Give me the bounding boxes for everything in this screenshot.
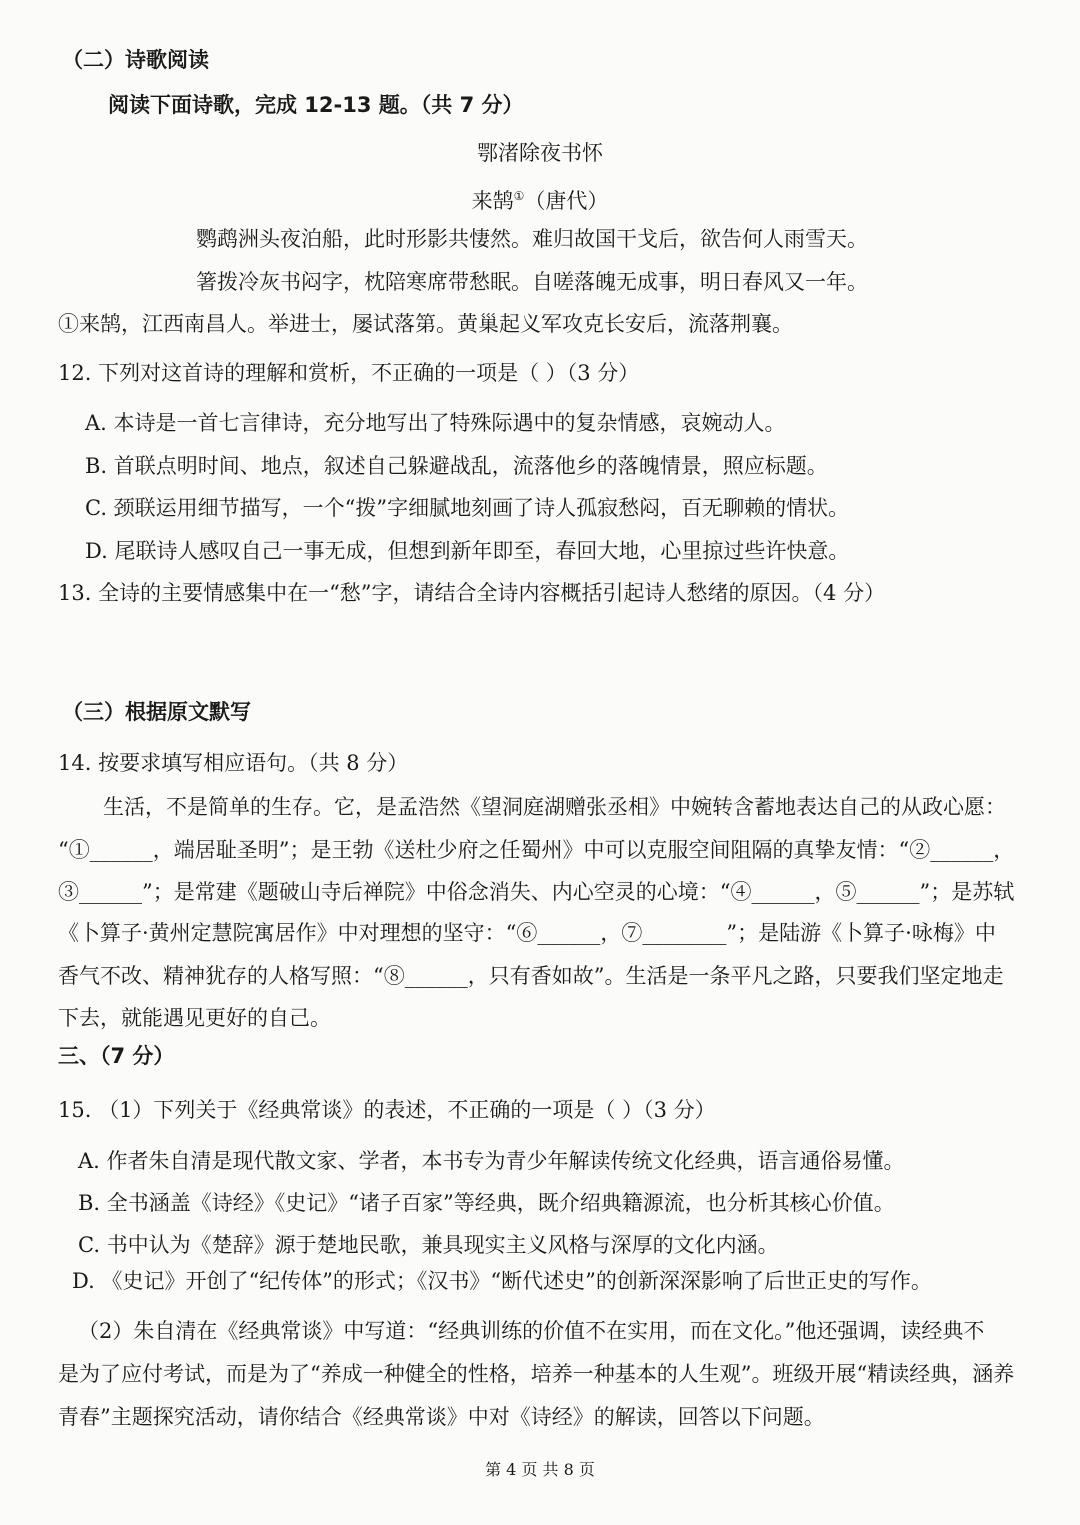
poem-title: 鄂渚除夜书怀 (477, 141, 603, 165)
q14-text-line: 香气不改、精神犹存的人格写照：“⑧______，只有香如故”。生活是一条平凡之路，只要我们坚定地走 (58, 964, 1004, 988)
q14-text-line: ③______”；是常建《题破山寺后禅院》中俗念消失、内心空灵的心境：“④______，⑤______”；是苏轼 (58, 880, 1015, 904)
q14-text-line: 《卜算子·黄州定慧院寓居作》中对理想的坚守：“⑥______，⑦________”；是陆游《卜算子·咏梅》中 (58, 921, 996, 945)
poem-author: 来鹄 (471, 189, 514, 213)
q14-text-line: 下去，就能遇见更好的自己。 (58, 1006, 331, 1030)
section-heading-dictation: （三）根据原文默写 (62, 700, 251, 724)
q15-part2-line: （2）朱自清在《经典常谈》中写道：“经典训练的价值不在实用，而在文化。”他还强调，读经典不 (78, 1319, 985, 1343)
page-footer: 第 4 页 共 8 页 (485, 1460, 595, 1479)
q15-option-a: A. 作者朱自清是现代散文家、学者，本书专为青少年解读传统文化经典，语言通俗易懂。 (78, 1149, 905, 1173)
author-footnote-mark: ① (513, 189, 525, 203)
section-heading-poetry: （二）诗歌阅读 (62, 48, 209, 72)
q15-option-b: B. 全书涵盖《诗经》《史记》“诸子百家”等经典，既介绍典籍源流，也分析其核心价值。 (78, 1191, 895, 1215)
poem-author-line (0, 181, 1080, 216)
question-13: 13. 全诗的主要情感集中在一“愁”字，请结合全诗内容概括引起诗人愁绪的原因。（4 分） (58, 581, 886, 605)
q12-option-a: A. 本诗是一首七言律诗，充分地写出了特殊际遇中的复杂情感，哀婉动人。 (85, 411, 786, 435)
q15-part2-line: 青春”主题探究活动，请你结合《经典常谈》中对《诗经》的解读，回答以下问题。 (58, 1405, 825, 1429)
q12-option-b: B. 首联点明时间、地点，叙述自己躲避战乱，流落他乡的落魄情景，照应标题。 (85, 454, 828, 478)
poem-line-1: 鹦鹉洲头夜泊船，此时形影共悽然。难归故国干戈后，欲告何人雨雪天。 (196, 227, 868, 251)
poem-line-2: 箸拨冷灰书闷字，枕陪寒席带愁眠。自嗟落魄无成事，明日春风又一年。 (196, 270, 868, 294)
question-14-stem: 14. 按要求填写相应语句。（共 8 分） (58, 751, 409, 775)
q12-option-c: C. 颈联运用细节描写，一个“拨”字细腻地刻画了诗人孤寂愁闷，百无聊赖的情状。 (85, 496, 850, 520)
question-15-stem: 15. （1）下列关于《经典常谈》的表述，不正确的一项是（ ）（3 分） (58, 1098, 716, 1122)
q15-option-d: D. 《史记》开创了“纪传体”的形式；《汉书》“断代述史”的创新深深影响了后世正史的写作。 (72, 1269, 932, 1293)
q15-option-c: C. 书中认为《楚辞》源于楚地民歌，兼具现实主义风格与深厚的文化内涵。 (78, 1233, 779, 1257)
question-12-stem: 12. 下列对这首诗的理解和赏析，不正确的一项是（ ）（3 分） (58, 361, 640, 385)
poetry-instruction: 阅读下面诗歌，完成 12-13 题。（共 7 分） (108, 93, 524, 117)
poem-footnote: ①来鹄，江西南昌人。举进士，屡试落第。黄巢起义军攻克长安后，流落荆襄。 (58, 312, 793, 336)
q12-option-d: D. 尾联诗人感叹自己一事无成，但想到新年即至，春回大地，心里掠过些许快意。 (85, 539, 850, 563)
part-3-heading: 三、（7 分） (58, 1044, 175, 1068)
q14-text-line: “①______，端居耻圣明”；是王勃《送杜少府之任蜀州》中可以克服空间阻隔的真挚友情：“②______， (58, 838, 1015, 862)
q15-part2-line: 是为了应付考试，而是为了“养成一种健全的性格，培养一种基本的人生观”。班级开展“精读经典，涵养 (58, 1362, 1015, 1386)
q14-text-line: 生活，不是简单的生存。它，是孟浩然《望洞庭湖赠张丞相》中婉转含蓄地表达自己的从政心愿： (103, 795, 1006, 819)
poem-dynasty: （唐代） (524, 189, 609, 213)
